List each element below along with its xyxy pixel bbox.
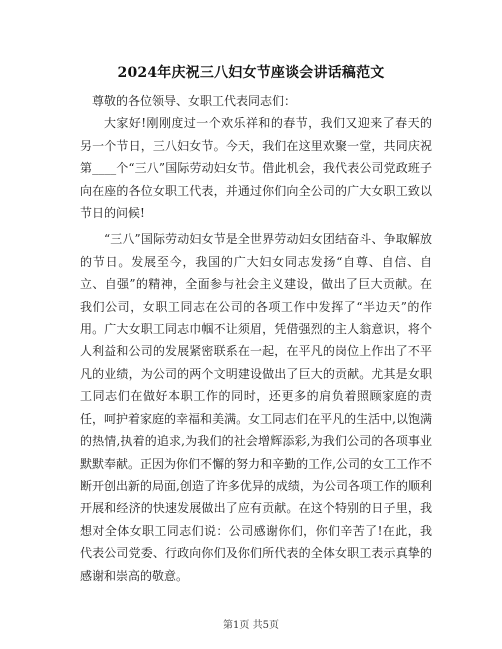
paragraph-1: 大家好!刚刚度过一个欢乐祥和的春节，我们又迎来了春天的另一个节日，三八妇女节。今天，我们在这里欢聚一堂，共同庆祝第____个“三八”国际劳动妇女节。借此机会，我代表公司党政班子向在座的各位女职工代表，并通过你们向全公司的广大女职工致以节日的问候! xyxy=(80,116,432,221)
page-number-footer: 第1页 共5页 xyxy=(223,620,279,631)
salutation: 尊敬的各位领导、女职工代表同志们： xyxy=(92,94,297,108)
document-title: 2024年庆祝三八妇女节座谈会讲话稿范文 xyxy=(117,65,385,81)
document-body xyxy=(80,90,432,587)
paragraph-2: “三八”国际劳动妇女节是全世界劳动妇女团结奋斗、争取解放的节日。发展至今，我国的广大妇女同志发扬“自尊、自信、自立、自强”的精神，全面参与社会主义建设，做出了巨大贡献。在我们公司，女职工同志在公司的各项工作中发挥了“半边天”的作用。广大女职工同志巾帼不让须眉，凭借强烈的主人翁意识，将个人利益和公司的发展紧密联系在一起，在平凡的岗位上作出了不平凡的业绩，为公司的两个文明建设做出了巨大的贡献。尤其是女职工同志们在做好本职工作的同时，还更多的肩负着照顾家庭的责任，呵护着家庭的幸福和美满。女工同志们在平凡的生活中,以饱满的热情,执着的追求,为我们的社会增辉添彩,为我们公司的各项事业默默奉献。正因为你们不懈的努力和辛勤的工作,公司的女工工作不断开创出新的局面,创造了许多优异的成绩，为公司各项工作的顺利开展和经济的快速发展做出了应有贡献。在这个特别的日子里，我想对全体女职工同志们说：公司感谢你们，你们辛苦了!在此，我代表公司党委、行政向你们及你们所代表的全体女职工表示真挚的感谢和崇高的敬意。 xyxy=(80,232,432,583)
